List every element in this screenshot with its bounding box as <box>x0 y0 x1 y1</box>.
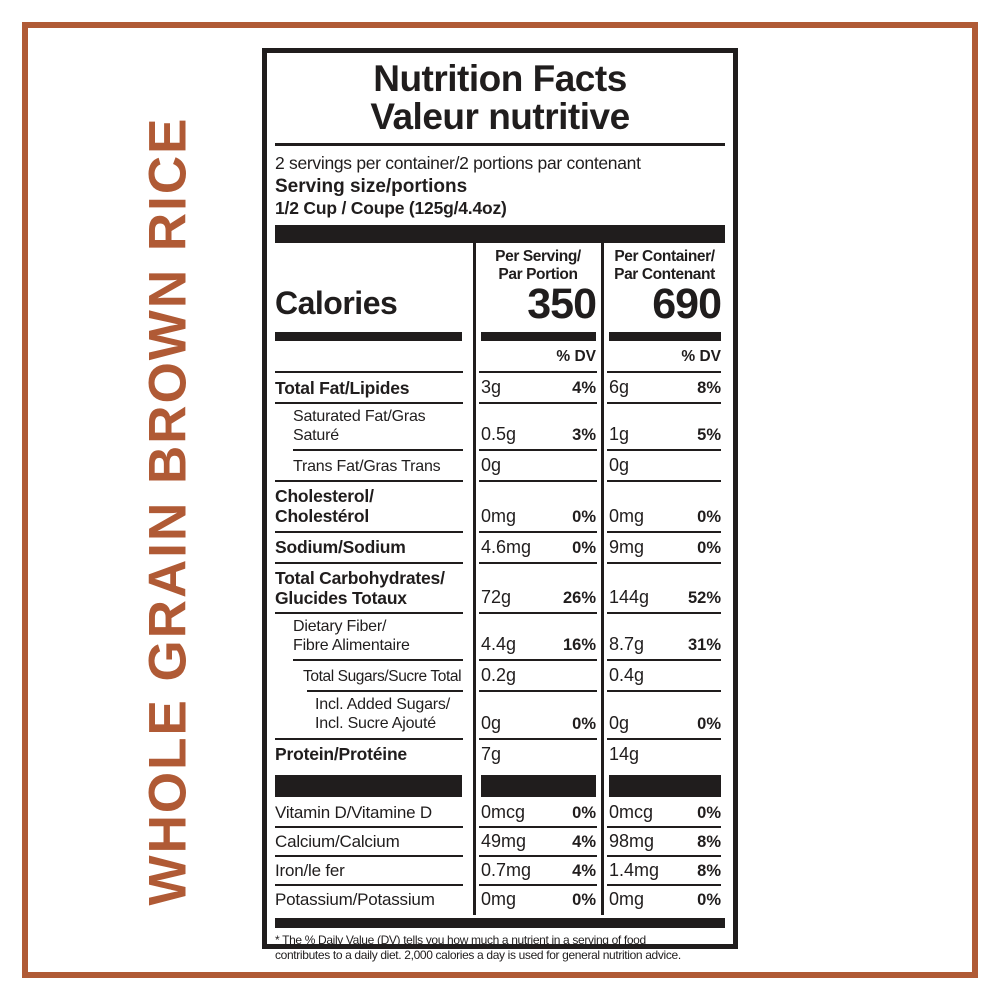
row-cholesterol <box>275 482 725 533</box>
nutrient-label-l2: Fibre Alimentaire <box>293 636 410 654</box>
container-dv: 31% <box>687 636 721 655</box>
medium-bar-serving <box>481 332 596 341</box>
per-serving-header-l2: Par Portion <box>498 265 578 283</box>
container-amount: 0.4g <box>609 665 645 686</box>
nutrients-grid <box>275 243 725 914</box>
serving-dv: 0% <box>572 890 596 909</box>
nutrient-label: Potassium/Potassium <box>275 889 435 909</box>
calories-per-container-value: 690 <box>652 280 721 329</box>
nutrient-label: Sodium/Sodium <box>275 537 406 558</box>
serving-dv: 26% <box>562 589 596 608</box>
row-dietary-fiber <box>275 614 725 661</box>
container-amount: 98mg <box>609 830 655 851</box>
serving-amount: 0mg <box>481 888 517 909</box>
row-total-carbohydrates <box>275 564 725 615</box>
serving-dv: 0% <box>572 714 596 733</box>
nutrient-label: Iron/le fer <box>275 860 345 880</box>
mid-bar-label <box>275 775 462 797</box>
serving-dv: 4% <box>572 861 596 880</box>
row-saturated-fat <box>275 404 725 451</box>
serving-dv: 4% <box>572 832 596 851</box>
nutrient-label: Total Sugars/Sucre Total <box>303 668 462 686</box>
nutrient-label-l1: Dietary Fiber/ <box>293 618 387 636</box>
per-container-column-header <box>600 245 725 329</box>
nutrient-label <box>275 696 472 733</box>
serving-amount: 3g <box>481 377 502 398</box>
serving-amount: 0.5g <box>481 424 517 445</box>
container-amount: 9mg <box>609 536 645 557</box>
per-serving-header-l1: Per Serving/ <box>495 248 581 266</box>
container-amount: 0mg <box>609 888 645 909</box>
calories-underline-serving-cell <box>472 328 600 341</box>
nutrient-label-l2: Incl. Sucre Ajouté <box>315 714 436 732</box>
nutrition-facts-panel <box>262 48 738 963</box>
serving-amount: 7g <box>481 743 502 764</box>
calories-underline-label-cell <box>275 328 472 341</box>
per-container-header-l1: Per Container/ <box>614 248 715 266</box>
dv-header-container: % DV <box>681 348 721 366</box>
nutrient-label-l1: Incl. Added Sugars/ <box>315 696 450 714</box>
container-amount: 0mg <box>609 505 645 526</box>
container-amount: 1g <box>609 424 630 445</box>
medium-bar-container <box>609 332 721 341</box>
row-total-fat <box>275 373 725 404</box>
mid-bar-container-cell <box>600 771 725 799</box>
per-serving-header-text <box>480 245 596 283</box>
nutrient-label: Total Fat/Lipides <box>275 377 410 398</box>
container-amount: 14g <box>609 743 640 764</box>
row-total-sugars <box>275 661 725 692</box>
serving-amount: 0.7mg <box>481 859 532 880</box>
container-amount: 1.4mg <box>609 859 660 880</box>
serving-dv: 0% <box>572 803 596 822</box>
row-iron <box>275 857 725 886</box>
container-amount: 6g <box>609 377 630 398</box>
container-dv: 0% <box>697 714 721 733</box>
row-protein <box>275 740 725 771</box>
nutrient-label <box>275 618 472 655</box>
row-calcium <box>275 828 725 857</box>
dv-footnote-line1: * The % Daily Value (DV) tells you how much a nutrient in a serving of food <box>275 932 646 947</box>
panel-title-fr: Valeur nutritive <box>370 96 630 138</box>
mid-divider-row <box>275 771 725 799</box>
serving-amount: 72g <box>481 587 512 608</box>
thick-divider-top <box>275 225 725 243</box>
serving-dv: 4% <box>572 379 596 398</box>
medium-bar-label <box>275 332 462 341</box>
serving-dv: 0% <box>572 538 596 557</box>
container-dv: 0% <box>697 890 721 909</box>
serving-amount: 49mg <box>481 830 527 851</box>
serving-amount: 4.6mg <box>481 536 532 557</box>
container-amount: 144g <box>609 587 650 608</box>
row-potassium <box>275 886 725 915</box>
mid-bar-label-cell <box>275 771 472 799</box>
serving-dv: 0% <box>572 507 596 526</box>
nutrient-label: Vitamin D/Vitamine D <box>275 802 432 822</box>
container-amount: 8.7g <box>609 634 645 655</box>
mid-bar-serving <box>481 775 596 797</box>
nutrient-label-l2: Glucides Totaux <box>275 588 407 609</box>
nutrient-label: Calcium/Calcium <box>275 831 400 851</box>
per-serving-column-header <box>472 245 600 329</box>
container-amount: 0g <box>609 712 630 733</box>
calories-underline-container-cell <box>600 328 725 341</box>
panel-title <box>275 60 725 137</box>
container-amount: 0mcg <box>609 801 654 822</box>
dv-footnote <box>275 933 725 965</box>
serving-amount: 0mcg <box>481 801 526 822</box>
nutrient-label <box>275 568 472 609</box>
nutrient-label-l1: Cholesterol/ <box>275 486 374 507</box>
calories-label: Calories <box>275 285 398 322</box>
dv-footnote-line2: contributes to a daily diet. 2,000 calories a day is used for general nutrition advice. <box>275 948 681 963</box>
serving-amount: 0g <box>481 455 502 476</box>
dv-header-serving: % DV <box>556 348 596 366</box>
container-dv: 8% <box>697 832 721 851</box>
serving-dv: 3% <box>572 426 596 445</box>
serving-amount: 0g <box>481 712 502 733</box>
calories-underline-row <box>275 328 725 341</box>
mid-bar-container <box>609 775 721 797</box>
serving-size-label: Serving size/portions <box>275 175 468 197</box>
per-container-header-text <box>608 245 721 283</box>
container-dv: 8% <box>697 861 721 880</box>
container-dv: 0% <box>697 507 721 526</box>
container-amount: 0g <box>609 455 630 476</box>
container-dv: 0% <box>697 538 721 557</box>
container-dv: 5% <box>697 426 721 445</box>
row-added-sugars <box>275 692 725 739</box>
serving-size-value: 1/2 Cup / Coupe (125g/4.4oz) <box>275 198 507 219</box>
product-name-vertical: WHOLE GRAIN BROWN RICE <box>138 116 198 906</box>
container-dv: 8% <box>697 379 721 398</box>
dv-header-container-cell <box>600 345 725 367</box>
nutrient-label-l2: Cholestérol <box>275 506 370 527</box>
thick-divider-bottom <box>275 918 725 928</box>
nutrient-label: Protein/Protéine <box>275 744 407 765</box>
panel-title-en: Nutrition Facts <box>373 58 627 99</box>
row-sodium <box>275 533 725 564</box>
container-dv: 52% <box>687 589 721 608</box>
dv-header-serving-cell <box>472 345 600 367</box>
container-dv: 0% <box>697 803 721 822</box>
calories-row <box>275 243 725 328</box>
serving-amount: 0mg <box>481 505 517 526</box>
serving-amount: 4.4g <box>481 634 517 655</box>
nutrient-label <box>275 486 472 527</box>
mid-bar-serving-cell <box>472 771 600 799</box>
serving-dv: 16% <box>562 636 596 655</box>
servings-per-container: 2 servings per container/2 portions par contenant <box>275 152 641 173</box>
nutrient-label: Trans Fat/Gras Trans <box>293 457 441 475</box>
nutrient-label-l1: Total Carbohydrates/ <box>275 567 445 588</box>
nutrient-label: Saturated Fat/Gras Saturé <box>293 408 426 444</box>
serving-amount: 0.2g <box>481 665 517 686</box>
row-trans-fat <box>275 451 725 482</box>
dv-header-row <box>275 341 725 373</box>
per-container-header-l2: Par Contenant <box>614 265 715 283</box>
calories-per-serving-value: 350 <box>527 280 596 329</box>
title-divider <box>275 143 725 146</box>
row-vitamin-d <box>275 799 725 828</box>
